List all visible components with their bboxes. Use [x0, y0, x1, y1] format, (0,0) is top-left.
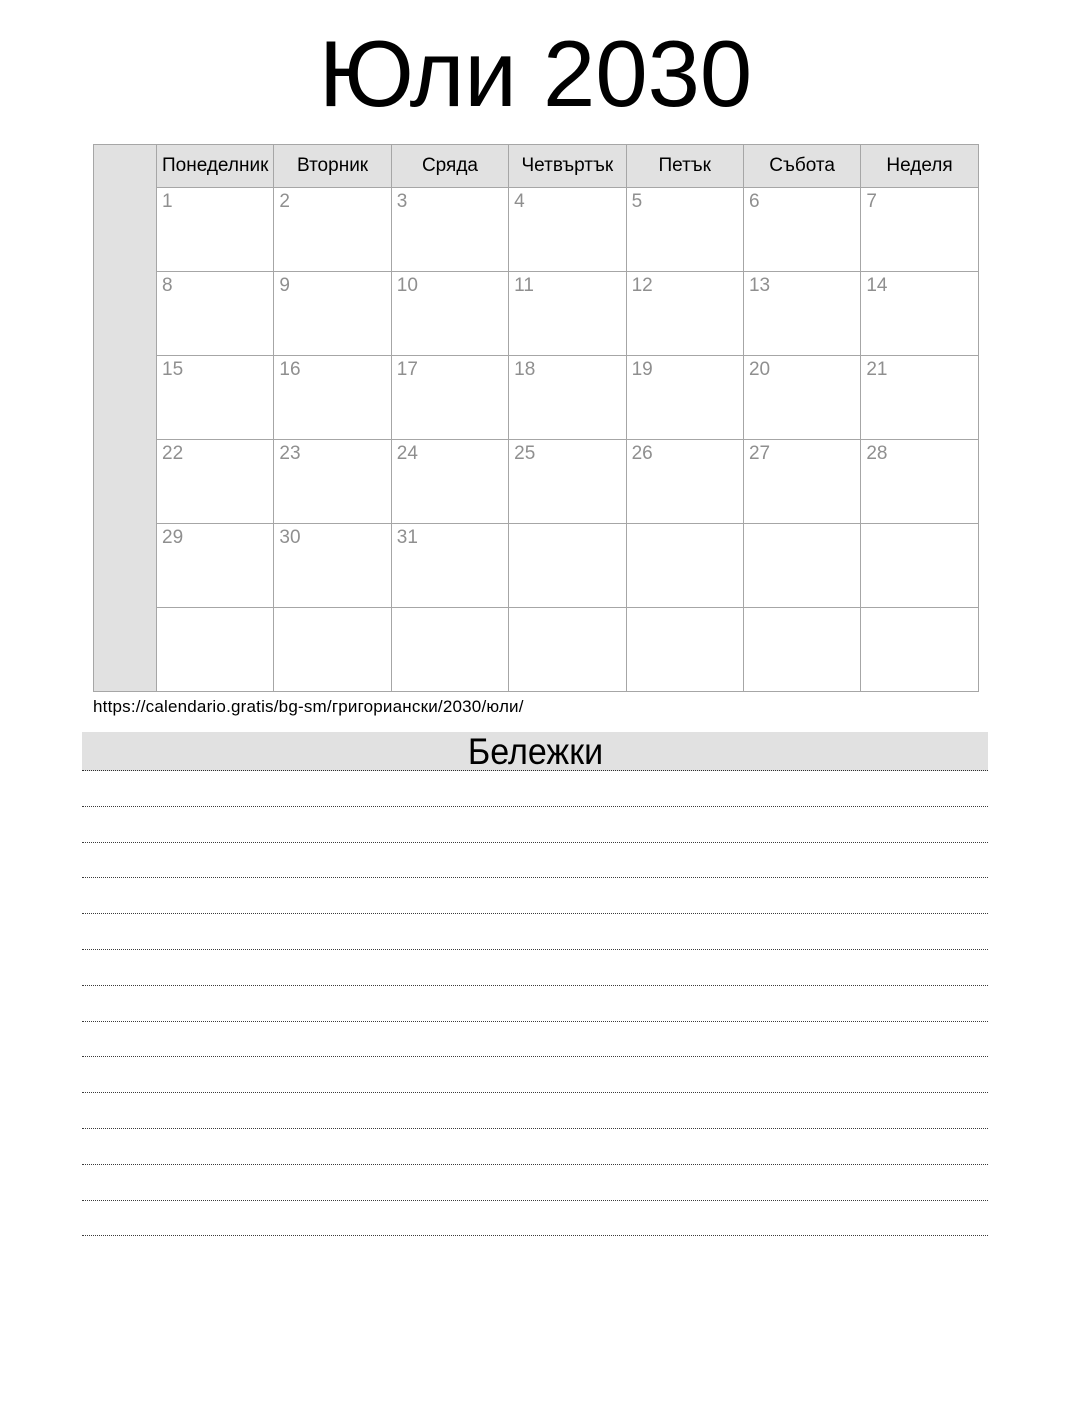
day-cell: 31: [391, 524, 508, 608]
notes-lines: [82, 771, 988, 1236]
day-cell: [626, 608, 743, 692]
day-cell: [861, 524, 978, 608]
day-cell: 12: [626, 272, 743, 356]
notes-line: [82, 1129, 988, 1165]
weekday-header-wednesday: Сряда: [391, 145, 508, 188]
week-row: [94, 524, 979, 608]
day-cell: 19: [626, 356, 743, 440]
day-cell: 2: [274, 188, 391, 272]
notes-line: [82, 807, 988, 843]
day-cell: 1: [157, 188, 274, 272]
weekday-header-friday: Петък: [626, 145, 743, 188]
week-row: [94, 188, 979, 272]
day-cell: 5: [626, 188, 743, 272]
page-root: [0, 20, 1071, 1406]
notes-line: [82, 1057, 988, 1093]
day-cell: 25: [509, 440, 626, 524]
day-cell: 9: [274, 272, 391, 356]
day-cell: 10: [391, 272, 508, 356]
week-row: [94, 272, 979, 356]
notes-line: [82, 950, 988, 986]
day-cell: [861, 608, 978, 692]
notes-line: [82, 878, 988, 914]
day-cell: [274, 608, 391, 692]
day-cell: 8: [157, 272, 274, 356]
notes-line: [82, 1201, 988, 1237]
day-cell: [743, 524, 860, 608]
day-cell: 6: [743, 188, 860, 272]
day-cell: [509, 608, 626, 692]
weekday-header-sunday: Неделя: [861, 145, 978, 188]
day-cell: 21: [861, 356, 978, 440]
day-cell: 15: [157, 356, 274, 440]
day-cell: 23: [274, 440, 391, 524]
day-cell: 28: [861, 440, 978, 524]
source-url: https://calendario.gratis/bg-sm/григориански/2030/юли/: [93, 697, 524, 717]
day-cell: 27: [743, 440, 860, 524]
day-cell: [157, 608, 274, 692]
day-cell: [391, 608, 508, 692]
day-cell: 4: [509, 188, 626, 272]
notes-title: Бележки: [467, 731, 603, 773]
notes-line: [82, 843, 988, 879]
day-cell: 13: [743, 272, 860, 356]
weekday-header-thursday: Четвъртък: [509, 145, 626, 188]
day-cell: 20: [743, 356, 860, 440]
day-cell: 24: [391, 440, 508, 524]
calendar-side-column: [94, 145, 157, 692]
day-cell: 18: [509, 356, 626, 440]
week-row: [94, 440, 979, 524]
day-cell: 22: [157, 440, 274, 524]
day-cell: 30: [274, 524, 391, 608]
day-cell: [509, 524, 626, 608]
weekday-header-row: [94, 145, 979, 188]
weekday-header-monday: Понеделник: [157, 145, 274, 188]
day-cell: 3: [391, 188, 508, 272]
day-cell: [743, 608, 860, 692]
page-title: Юли 2030: [318, 21, 753, 126]
notes-line: [82, 986, 988, 1022]
week-row: [94, 608, 979, 692]
day-cell: 7: [861, 188, 978, 272]
notes-line: [82, 914, 988, 950]
notes-header: [82, 732, 988, 771]
day-cell: 16: [274, 356, 391, 440]
day-cell: 17: [391, 356, 508, 440]
day-cell: 11: [509, 272, 626, 356]
notes-line: [82, 1165, 988, 1201]
notes-line: [82, 1022, 988, 1058]
weekday-header-tuesday: Вторник: [274, 145, 391, 188]
calendar-table: [93, 144, 979, 692]
day-cell: 29: [157, 524, 274, 608]
day-cell: 14: [861, 272, 978, 356]
day-cell: [626, 524, 743, 608]
day-cell: 26: [626, 440, 743, 524]
notes-line: [82, 1093, 988, 1129]
week-row: [94, 356, 979, 440]
notes-line: [82, 771, 988, 807]
weekday-header-saturday: Събота: [743, 145, 860, 188]
